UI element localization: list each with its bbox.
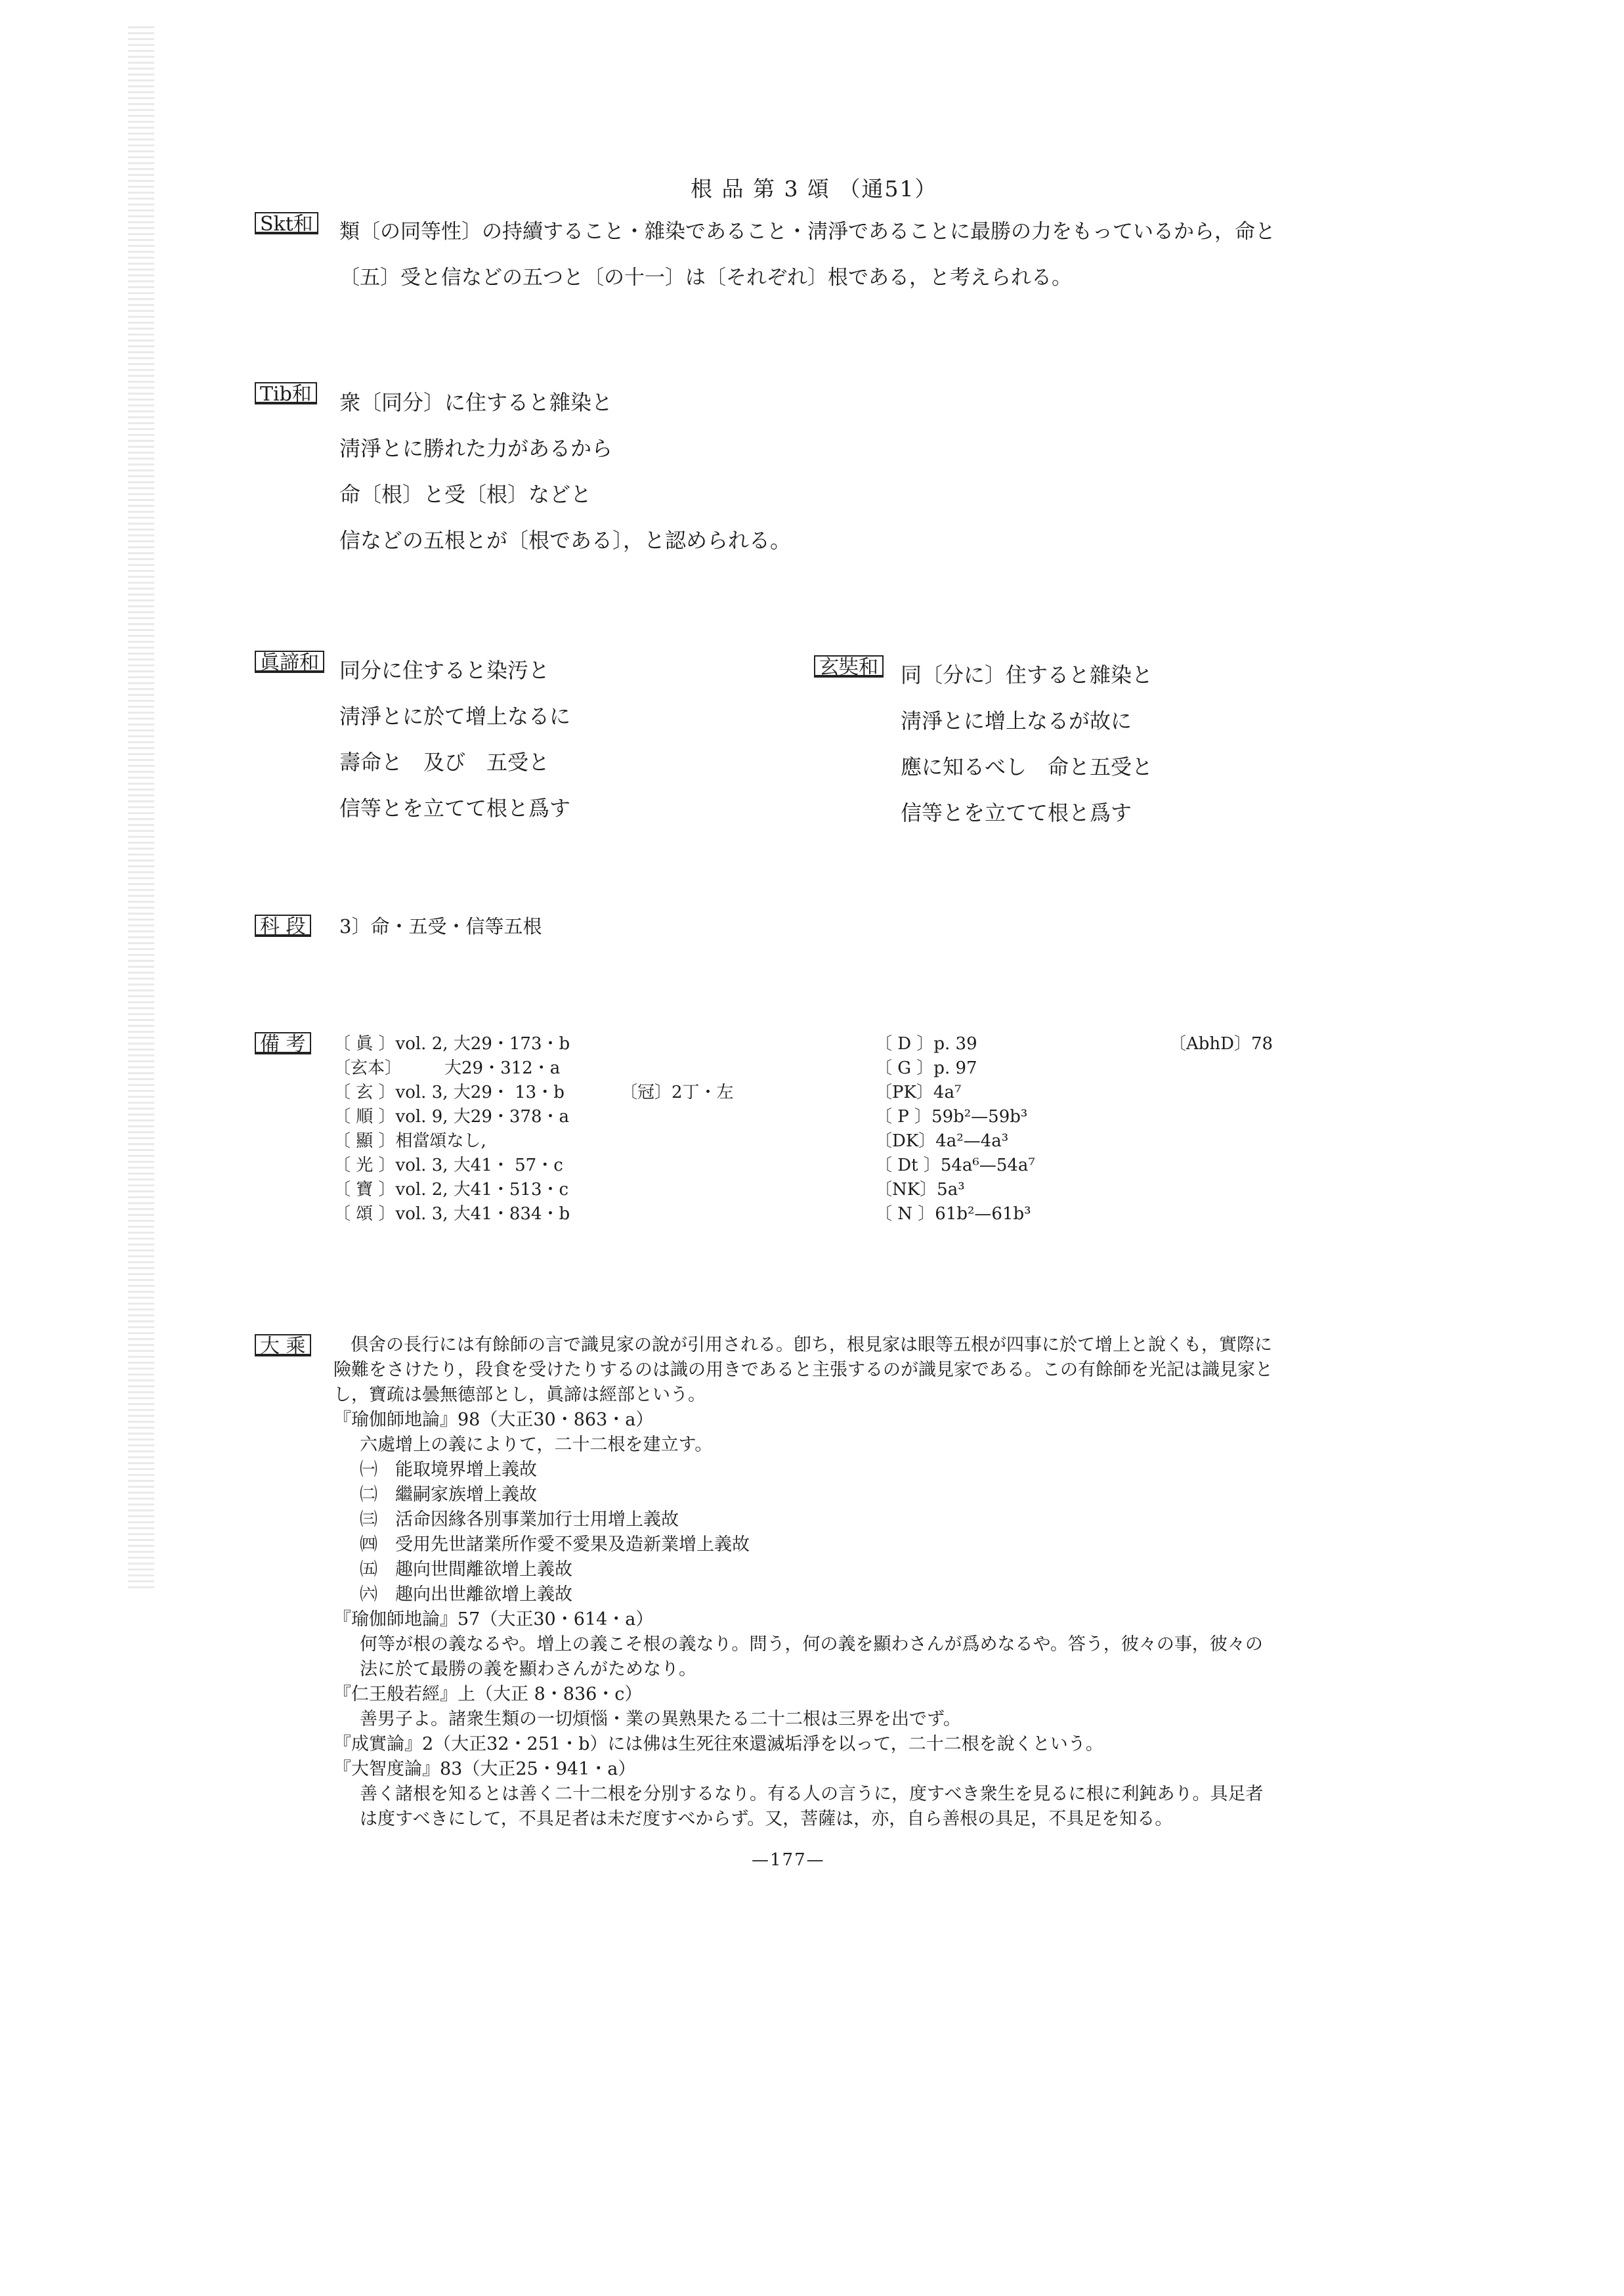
- daijo-intro-line: 倶舍の長行には有餘師の言で識見家の說が引用される。卽ち，根見家は眼等五根が四事に於て增上と說くも，實際に: [351, 1335, 1272, 1355]
- paramartha-line: 信等とを立てて根と爲す: [339, 796, 571, 821]
- skt-line: 類〔の同等性〕の持續すること・雜染であること・淸淨であることに最勝の力をもっているから，命と: [339, 220, 1275, 244]
- ref-line: 〔 寶 〕vol. 2, 大41・513・c: [333, 1180, 569, 1200]
- xuanzang-label-box: [814, 655, 884, 678]
- daijo-section: [333, 1333, 1273, 1832]
- ref-line: 〔 N 〕61b²—61b³: [875, 1204, 1031, 1224]
- paramartha-line: 淸淨とに於て增上なるに: [339, 704, 571, 729]
- tib-line: 淸淨とに勝れた力があるから: [339, 436, 613, 461]
- citation-ninno: 『仁王般若經』上（大正 8・836・c）: [333, 1684, 643, 1704]
- xuanzang-line: 淸淨とに增上なるが故に: [901, 708, 1132, 733]
- bikou-label-box: [255, 1032, 311, 1054]
- tib-line: 命〔根〕と受〔根〕などと: [339, 482, 592, 507]
- paramartha-line: 同分に住すると染汚と: [339, 658, 550, 683]
- paramartha-label: 眞諦和: [255, 651, 324, 673]
- yoga57-text: 何等が根の義なるや。增上の義こそ根の義なり。問う，何の義を顯わさんが爲めなるや。答う，彼々の事，彼々の: [360, 1634, 1263, 1655]
- ref-line: 〔NK〕5a³: [875, 1180, 965, 1200]
- bikou-abhd-ref: 〔AbhD〕78: [1169, 1034, 1273, 1054]
- ref-line: 〔 眞 〕vol. 2, 大29・173・b: [333, 1034, 570, 1054]
- ninno-text: 善男子よ。諸衆生類の一切煩惱・業の異熟果たる二十二根は三界を出でず。: [360, 1709, 961, 1729]
- ref-line: 〔 順 〕vol. 9, 大29・378・a: [333, 1107, 569, 1127]
- ref-line: 〔 玄 〕vol. 3, 大29・ 13・b: [333, 1083, 565, 1102]
- paramartha-label-box: [255, 651, 324, 673]
- citation-yoga98: 『瑜伽師地論』98（大正30・863・a）: [333, 1410, 654, 1430]
- yoga98-item: ㈣ 受用先世諸業所作愛不愛果及造新業增上義故: [360, 1534, 750, 1555]
- paramartha-line: 壽命と 及び 五受と: [339, 750, 550, 775]
- yoga98-item: ㈢ 活命因緣各別事業加行士用增上義故: [360, 1509, 679, 1530]
- bikou-ref-column-1: [333, 1032, 570, 1226]
- daijo-label-box: [255, 1334, 311, 1356]
- citation-daichido: 『大智度論』83（大正25・941・a）: [333, 1759, 636, 1779]
- ref-line: 〔 D 〕p. 39: [875, 1034, 977, 1054]
- bikou-label: 備 考: [255, 1032, 311, 1054]
- kadan-text: 3〕命・五受・信等五根: [339, 915, 542, 938]
- ref-line: 〔 G 〕p. 97: [875, 1058, 977, 1078]
- citation-jojitsu: 『成實論』2（大正32・251・b）には佛は生死往來還滅垢淨を以って，二十二根を說くという。: [333, 1734, 1103, 1754]
- daijo-intro-line: 險難をさけたり，段食を受けたりするのは識の用きであると主張するのが識見家である。この有餘師を光記は識見家と: [333, 1360, 1273, 1380]
- ref-line: 〔 頌 〕vol. 3, 大41・834・b: [333, 1204, 570, 1224]
- xuanzang-label: 玄奘和: [814, 655, 884, 678]
- citation-yoga57: 『瑜伽師地論』57（大正30・614・a）: [333, 1609, 654, 1630]
- skt-label-box: [255, 212, 318, 234]
- xuanzang-verse: [901, 652, 1153, 836]
- yoga98-item: ㈡ 繼嗣家族增上義故: [360, 1484, 537, 1505]
- skt-label: Skt和: [255, 212, 318, 234]
- page-title: 根 品 第 3 頌 （通51）: [691, 176, 938, 202]
- yoga98-item: ㈤ 趣向世間離欲增上義故: [360, 1559, 572, 1580]
- binding-edge-scan-noise: [128, 26, 154, 1589]
- kadan-label-box: [255, 915, 311, 937]
- ref-line: 〔DK〕4a²—4a³: [875, 1131, 1009, 1151]
- ref-line: 〔 顯 〕相當頌なし,: [333, 1131, 486, 1151]
- ref-line: 〔PK〕4a⁷: [875, 1083, 962, 1102]
- skt-translation: [339, 209, 1275, 301]
- page-number: —177—: [752, 1850, 825, 1870]
- bikou-kan-ref: 〔冠〕2丁・左: [620, 1083, 734, 1102]
- yoga98-text: 六處增上の義によりて，二十二根を建立す。: [360, 1435, 713, 1455]
- ref-line: 〔 Dt 〕54a⁶—54a⁷: [875, 1156, 1035, 1175]
- ref-line: 〔玄本〕 大29・312・a: [333, 1058, 561, 1078]
- yoga98-item: ㈥ 趣向出世離欲增上義故: [360, 1584, 572, 1605]
- ref-line: 〔 P 〕59b²—59b³: [875, 1107, 1028, 1127]
- daijo-intro-line: し，寶疏は曇無德部とし，眞諦は經部という。: [333, 1385, 706, 1405]
- tib-verse: [339, 379, 791, 563]
- tib-line: 衆〔同分〕に住すると雜染と: [339, 390, 613, 415]
- tib-label-box: [255, 382, 317, 404]
- daichido-text: は度すべきにして，不具足者は未だ度すべからず。又，菩薩は，亦，自ら善根の具足，不具足を知る。: [360, 1809, 1173, 1829]
- tib-label: Tib和: [255, 382, 317, 404]
- skt-line: 〔五〕受と信などの五つと〔の十一〕は〔それぞれ〕根である，と考えられる。: [339, 266, 1072, 290]
- xuanzang-line: 同〔分に〕住すると雜染と: [901, 662, 1153, 687]
- daijo-label: 大 乘: [255, 1334, 311, 1356]
- ref-line: 〔 光 〕vol. 3, 大41・ 57・c: [333, 1156, 563, 1175]
- xuanzang-line: 信等とを立てて根と爲す: [901, 800, 1132, 825]
- yoga98-item: ㈠ 能取境界增上義故: [360, 1460, 537, 1480]
- bikou-ref-column-2: [875, 1032, 1035, 1226]
- xuanzang-line: 應に知るべし 命と五受と: [901, 754, 1153, 779]
- paramartha-verse: [339, 647, 570, 831]
- kadan-label: 科 段: [255, 915, 311, 937]
- yoga57-text: 法に於て最勝の義を顯わさんがためなり。: [360, 1659, 696, 1679]
- daichido-text: 善く諸根を知るとは善く二十二根を分別するなり。有る人の言うに，度すべき衆生を見るに根に利鈍あり。具足者: [360, 1784, 1264, 1804]
- tib-line: 信などの五根とが〔根である〕，と認められる。: [339, 528, 792, 553]
